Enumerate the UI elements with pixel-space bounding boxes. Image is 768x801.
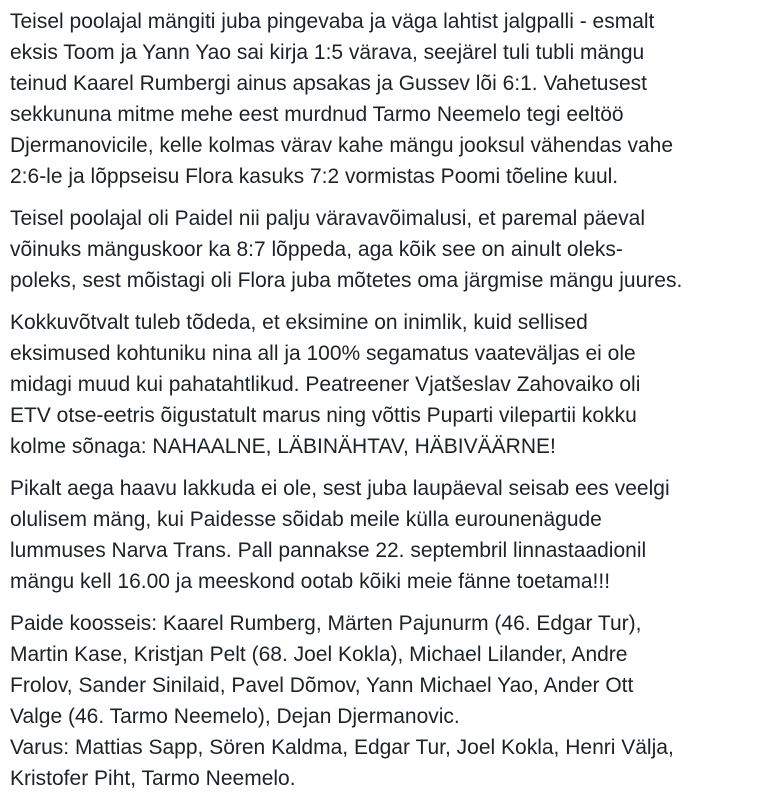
text-line: Djermanovicile, kelle kolmas värav kahe mängu jooksul vähendas vahe — [10, 134, 674, 157]
text-line: poleks, sest mõistagi oli Flora juba mõtetes oma järgmise mängu juures. — [10, 269, 683, 292]
text-line: midagi muud kui pahatahtlikud. Peatreener Vjatšeslav Zahovaiko oli — [10, 373, 641, 396]
text-line: teinud Kaarel Rumbergi ainus apsakas ja Gussev lõi 6:1. Vahetusest — [10, 72, 647, 95]
text-line: Teisel poolajal mängiti juba pingevaba ja väga lahtist jalgpalli - esmalt — [10, 10, 655, 33]
text-line: Kokkuvõtvalt tuleb tõdeda, et eksimine on inimlik, kuid sellised — [10, 311, 588, 334]
text-line: eksis Toom ja Yann Yao sai kirja 1:5 värava, seejärel tuli tubli mängu — [10, 41, 645, 64]
text-line: olulisem mäng, kui Paidesse sõidab meile külla eurounenägude — [10, 508, 602, 531]
text-line: sekkununa mitme mehe eest murdnud Tarmo Neemelo tegi eeltöö — [10, 103, 624, 126]
text-line: mängu kell 16.00 ja meeskond ootab kõiki meie fänne toetama!!! — [10, 570, 611, 593]
paragraph-chances — [10, 203, 760, 296]
text-line: Teisel poolajal oli Paidel nii palju väravavõimalusi, et paremal päeval — [10, 207, 646, 230]
paragraph-conclusion — [10, 307, 760, 462]
paragraph-second-half-summary — [10, 6, 760, 192]
text-line: lummuses Narva Trans. Pall pannakse 22. septembril linnastaadionil — [10, 539, 647, 562]
text-line: võinuks mänguskoor ka 8:7 lõppeda, aga kõik see on ainult oleks- — [10, 238, 623, 261]
text-line: Paide koosseis: Kaarel Rumberg, Märten Pajunurm (46. Edgar Tur), — [10, 612, 642, 635]
text-line: Varus: Mattias Sapp, Sören Kaldma, Edgar Tur, Joel Kokla, Henri Välja, — [10, 736, 674, 759]
text-line: Frolov, Sander Sinilaid, Pavel Dõmov, Yann Michael Yao, Ander Ott — [10, 674, 634, 697]
text-line: Martin Kase, Kristjan Pelt (68. Joel Kokla), Michael Lilander, Andre — [10, 643, 628, 666]
paragraph-lineup — [10, 608, 760, 794]
text-line: Kristofer Piht, Tarmo Neemelo. — [10, 767, 296, 790]
text-line: ETV otse-eetris õigustatult marus ning võttis Puparti vilepartii kokku — [10, 404, 637, 427]
text-line: 2:6-le ja lõppseisu Flora kasuks 7:2 vormistas Poomi tõeline kuul. — [10, 165, 619, 188]
text-line: kolme sõnaga: NAHAALNE, LÄBINÄHTAV, HÄBIVÄÄRNE! — [10, 435, 556, 458]
paragraph-next-match — [10, 473, 760, 597]
text-line: eksimused kohtuniku nina all ja 100% segamatus vaateväljas ei ole — [10, 342, 636, 365]
text-line: Valge (46. Tarmo Neemelo), Dejan Djermanovic. — [10, 705, 460, 728]
text-line: Pikalt aega haavu lakkuda ei ole, sest juba laupäeval seisab ees veelgi — [10, 477, 670, 500]
